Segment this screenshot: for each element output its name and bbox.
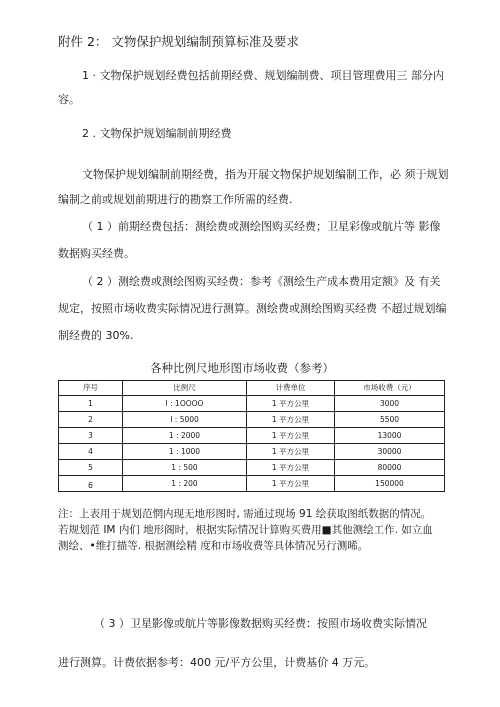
table-row <box>59 396 445 412</box>
table-cell: 5 <box>59 460 123 476</box>
table-cell: 1 平方公里 <box>247 476 335 492</box>
table-cell: 3 <box>59 428 123 444</box>
paragraph-1-line-2: 容。 <box>58 93 80 106</box>
paragraph-4-line-1: （ 1 ）前期经费包括：测绘费或测绘图购买经费；卫星彩像或航片等 影像 <box>82 220 441 233</box>
header-cell: 市场收费（元） <box>335 381 445 396</box>
table-cell: 30000 <box>335 444 445 460</box>
table-cell: 2 <box>59 412 123 428</box>
table-cell: 80000 <box>335 460 445 476</box>
header-cell: 计费单位 <box>247 381 335 396</box>
table-cell: 3000 <box>335 396 445 412</box>
table-row <box>59 428 445 444</box>
paragraph-7: 进行测算。计费依据参考：400 元/平方公里，计费基价 4 万元。 <box>58 656 376 669</box>
table-cell: 1 平方公里 <box>247 412 335 428</box>
note-line-3: 测绘、•维打描等. 根据测绘精 度和市场收费等具体情况另行测晞。 <box>58 540 369 552</box>
table-row <box>59 444 445 460</box>
paragraph-4-line-2: 数据购买经费。 <box>58 247 135 260</box>
table-cell: 150000 <box>335 476 445 492</box>
table-cell: 1 : 500 <box>123 460 247 476</box>
table-header-row <box>59 381 445 396</box>
header-cell: 比例尺 <box>123 381 247 396</box>
fee-table <box>58 380 445 492</box>
table-cell: 1 平方公里 <box>247 444 335 460</box>
note-line-1: 注：上表用于规划范惘内现无地形图时, 需通过现场 91 绘获取图纸数据的情况。 <box>58 508 432 520</box>
table-row <box>59 460 445 476</box>
table-cell: I : 5000 <box>123 412 247 428</box>
table-cell: 1 <box>59 396 123 412</box>
table-cell: 1 : 1000 <box>123 444 247 460</box>
section-2-heading: 2 . 文物保护规划编制前期经费 <box>82 127 232 140</box>
paragraph-6: （ 3 ）卫星影像或航片等影像数据购买经费：按照市场收费实际情况 <box>94 617 427 630</box>
table-cell: 1 : 200 <box>123 476 247 492</box>
table-row <box>59 412 445 428</box>
table-cell: 5500 <box>335 412 445 428</box>
paragraph-5-line-2: 规定，按照市场收费实际情况进行测算。测绘费或测绘图购买经费 不超过规划编 <box>58 302 447 315</box>
table-cell: 1 平方公里 <box>247 396 335 412</box>
paragraph-5-line-3: 制经费的 30%. <box>58 329 134 342</box>
table-cell: 1 : 2000 <box>123 428 247 444</box>
paragraph-5-line-1: （ 2 ）测绘费或测绘图购买经费：参考《测绘生产成本费用定额》及 有关 <box>82 275 441 288</box>
table-cell: 1 平方公里 <box>247 460 335 476</box>
header-cell: 序号 <box>59 381 123 396</box>
table-caption: 各种比例尺地形图市场收费（参考） <box>150 361 334 375</box>
paragraph-1-line-1: 1 · 文物保护规划经费包括前期经费、规划编制费、项目管理费用三 部分内 <box>82 69 444 82</box>
table-cell: 13000 <box>335 428 445 444</box>
table-cell: I : 1OOOO <box>123 396 247 412</box>
table-row <box>59 476 445 492</box>
note-line-2: 若规划范 IM 内们 地形阁时，根据实际情况计算购买费用■其他测绘工作. 如立血 <box>58 524 433 536</box>
attachment-heading: 附件 2： 文物保护规划编制预算标准及要求 <box>58 34 299 49</box>
table-cell: 4 <box>59 444 123 460</box>
paragraph-3-line-1: 文物保护规划编制前期经费，指为开展文物保护规划编制工作，必 须于规划 <box>82 168 449 181</box>
table-cell: 6 <box>59 476 123 492</box>
table-cell: 1 平方公里 <box>247 428 335 444</box>
paragraph-3-line-2: 编制之前或规划前期进行的勘察工作所需的经费. <box>58 193 293 206</box>
